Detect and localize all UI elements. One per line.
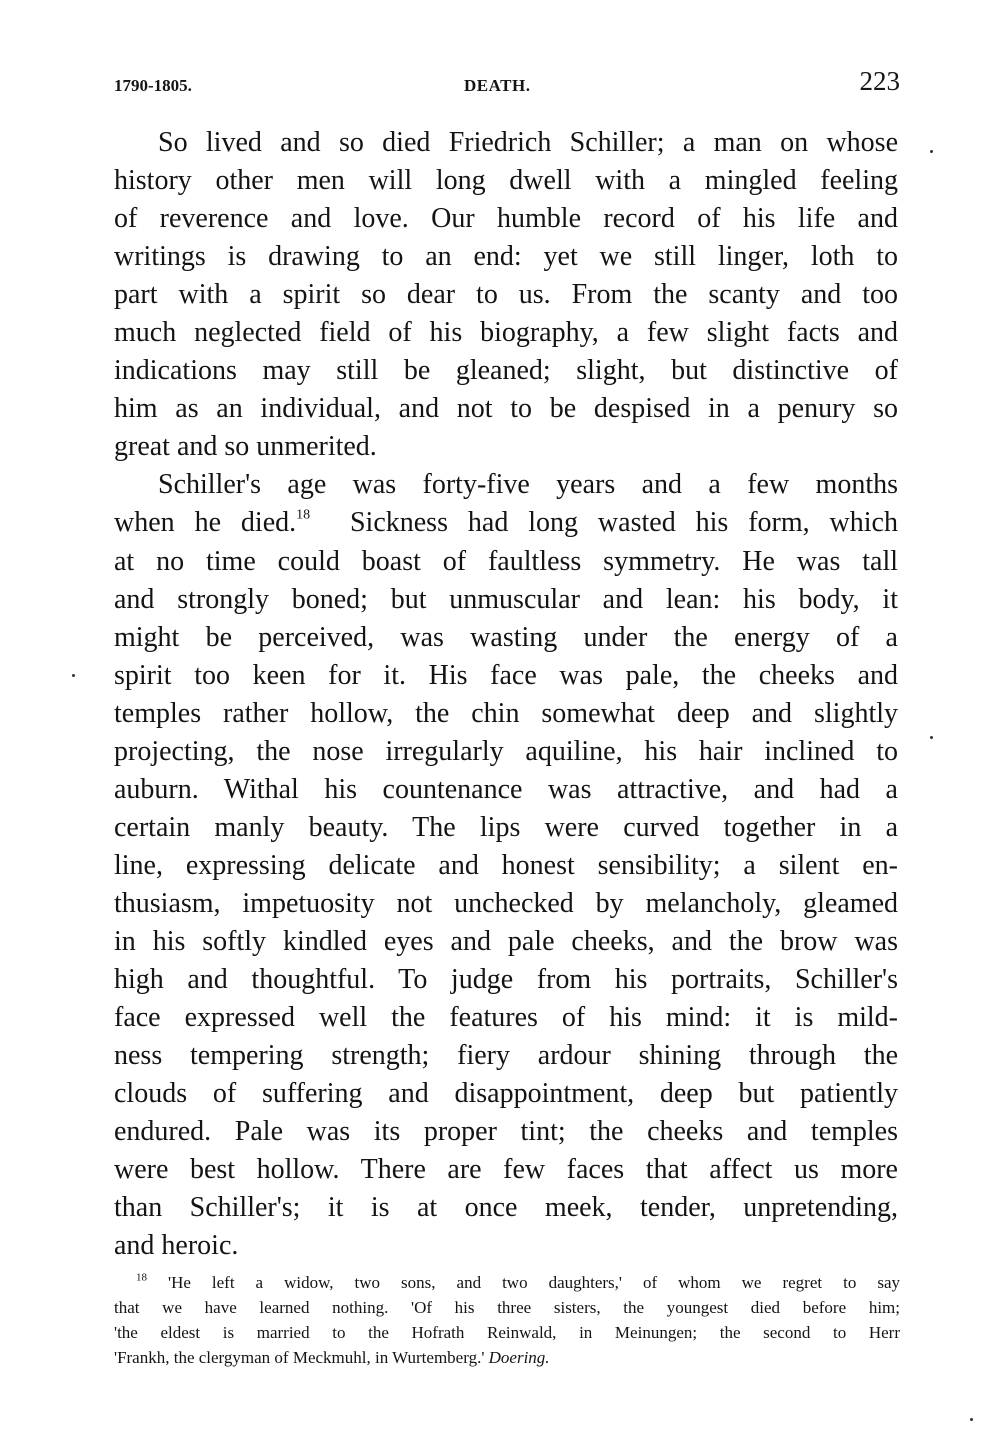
running-header [114,66,900,100]
main-text [114,124,898,1265]
ink-speck [72,674,75,677]
text-line: clouds of suffering and disappointment, deep but patiently [114,1078,898,1110]
text-line: writings is drawing to an end: yet we still linger, loth to [114,241,898,273]
text-line: So lived and so died Friedrich Schiller; a man on whose [158,127,898,158]
text-line: and strongly boned; but unmuscular and lean: his body, it [114,583,898,615]
text-line-with-footnote-ref [114,504,898,542]
text-line: at no time could boast of faultless symmetry. He was tall [114,545,898,577]
text-line: thusiasm, impetuosity not unchecked by melancholy, gleamed [114,887,898,919]
page-number: 223 [859,66,900,96]
text-line: part with a spirit so dear to us. From the scanty and too [114,279,898,311]
line-start-text: when he died. [114,507,297,539]
line-rest-text: Sickness had long wasted his form, which [349,507,898,539]
text-line: much neglected field of his biography, a few slight facts and [114,317,898,349]
text-line: certain manly beauty. The lips were curved together in a [114,811,898,843]
text-line: face expressed well the features of his mind: it is mild- [114,1002,898,1034]
footnote-text: 'Frankh, the clergyman of Meckmuhl, in Wurtemberg.' [114,1348,485,1367]
text-line: spirit too keen for it. His face was pale, the cheeks and [114,659,898,691]
text-line: great and so unmerited. [114,431,377,463]
text-line: history other men will long dwell with a mingled feeling [114,165,898,197]
header-title: DEATH. [464,76,531,95]
text-line: than Schiller's; it is at once meek, tender, unpretending, [114,1192,898,1224]
footnote-line [114,1270,900,1295]
ink-speck [930,736,933,739]
footnote-number: 18 [136,1271,147,1284]
text-line: line, expressing delicate and honest sensibility; a silent en- [114,849,898,881]
text-line: indications may still be gleaned; slight, but distinctive of [114,355,898,387]
footnote [114,1270,900,1370]
text-line: in his softly kindled eyes and pale cheeks, and the brow was [114,925,898,957]
header-years: 1790-1805. [114,76,192,95]
text-line: endured. Pale was its proper tint; the cheeks and temples [114,1116,898,1148]
ink-speck [930,150,933,153]
text-line: temples rather hollow, the chin somewhat deep and slightly [114,697,898,729]
text-line: him as an individual, and not to be despised in a penury so [114,393,898,425]
text-line: of reverence and love. Our humble record of his life and [114,203,898,235]
footnote-reference: 18 [296,507,311,523]
footnote-line [114,1345,900,1370]
text-line: were best hollow. There are few faces that affect us more [114,1154,898,1186]
text-line: projecting, the nose irregularly aquiline, his hair inclined to [114,735,898,767]
text-line: high and thoughtful. To judge from his portraits, Schiller's [114,964,898,996]
text-line: Schiller's age was forty-five years and a few months [158,469,898,501]
footnote-line: 'the eldest is married to the Hofrath Reinwald, in Meinungen; the second to Herr [114,1323,900,1342]
footnote-text: 'He left a widow, two sons, and two daughters,' of whom we regret to say [168,1273,901,1292]
footnote-line: that we have learned nothing. 'Of his three sisters, the youngest died before him; [114,1298,900,1317]
text-line: auburn. Withal his countenance was attractive, and had a [114,773,898,805]
text-line: and heroic. [114,1230,239,1262]
text-line: ness tempering strength; fiery ardour shining through the [114,1040,898,1072]
footnote-source: Doering. [488,1348,550,1367]
ink-speck [970,1418,973,1421]
text-line: might be perceived, was wasting under the energy of a [114,621,898,653]
